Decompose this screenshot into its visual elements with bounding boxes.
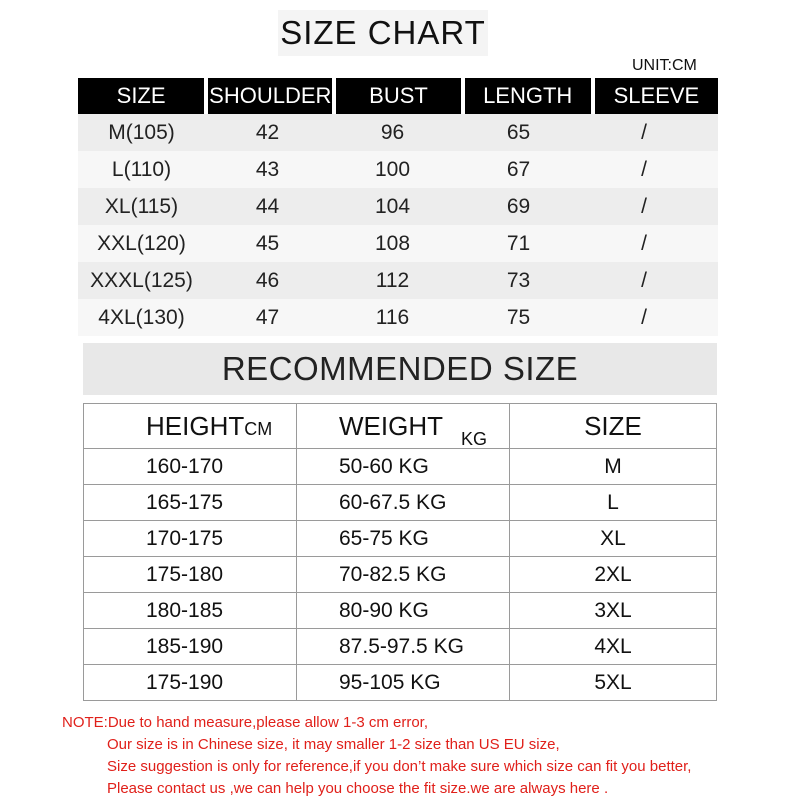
cell-height: 175-190 [84, 665, 297, 701]
cell-shoulder: 42 [255, 120, 280, 144]
cell-weight: 65-75 KG [297, 521, 510, 557]
header-size: SIZE [510, 404, 717, 449]
cell-bust: 96 [380, 120, 405, 144]
cell-height: 160-170 [84, 449, 297, 485]
cell-shoulder: 44 [255, 194, 280, 218]
cell-sleeve: / [641, 194, 647, 218]
cell-size: XXL(120) [97, 231, 186, 255]
cell-sleeve: / [641, 305, 647, 329]
size-chart-row [78, 188, 718, 225]
cell-size: 5XL [510, 665, 717, 701]
size-chart-title: SIZE CHART [278, 10, 488, 56]
cell-size: L(110) [111, 157, 172, 181]
cell-size: L [510, 485, 717, 521]
cell-sleeve: / [641, 120, 647, 144]
cell-weight: 95-105 KG [297, 665, 510, 701]
cell-sleeve: / [641, 157, 647, 181]
cell-shoulder: 43 [255, 157, 280, 181]
cell-bust: 108 [374, 231, 411, 255]
note-line: NOTE:Due to hand measure,please allow 1-3 cm error, [62, 714, 428, 731]
cell-size: M [510, 449, 717, 485]
cell-weight: 70-82.5 KG [297, 557, 510, 593]
cell-weight: 80-90 KG [297, 593, 510, 629]
cell-size: XXXL(125) [90, 268, 193, 292]
cell-size: M(105) [108, 120, 175, 144]
recommended-row [84, 593, 717, 629]
note-line: Please contact us ,we can help you choose the fit size.we are always here . [107, 780, 609, 797]
cell-bust: 100 [374, 157, 411, 181]
weight-label: WEIGHT [339, 410, 443, 441]
cell-size: XL [510, 521, 717, 557]
cell-bust: 112 [375, 268, 410, 292]
cell-sleeve: / [641, 231, 647, 255]
cell-size: 3XL [510, 593, 717, 629]
header-height [84, 404, 297, 449]
recommended-row [84, 521, 717, 557]
cell-length: 65 [506, 120, 531, 144]
recommended-size-table [83, 403, 717, 701]
cell-weight: 50-60 KG [297, 449, 510, 485]
cell-length: 75 [506, 305, 531, 329]
cell-bust: 104 [374, 194, 411, 218]
cell-bust: 116 [375, 305, 410, 329]
cell-shoulder: 46 [255, 268, 280, 292]
recommended-size-title: RECOMMENDED SIZE [83, 343, 717, 395]
cell-length: 69 [506, 194, 531, 218]
cell-height: 170-175 [84, 521, 297, 557]
recommended-row [84, 557, 717, 593]
size-chart-row [78, 151, 718, 188]
recommended-header-row [84, 404, 717, 449]
size-chart-row [78, 262, 718, 299]
cell-weight: 87.5-97.5 KG [297, 629, 510, 665]
weight-unit: KG [461, 428, 488, 449]
size-chart-table [78, 78, 718, 336]
header-sleeve: SLEEVE [595, 78, 718, 114]
cell-height: 180-185 [84, 593, 297, 629]
note-line: Our size is in Chinese size, it may smaller 1-2 size than US EU size, [107, 736, 560, 753]
cell-weight: 60-67.5 KG [297, 485, 510, 521]
unit-label: UNIT:CM [632, 57, 697, 74]
header-weight [297, 404, 510, 449]
recommended-row [84, 629, 717, 665]
header-size: SIZE [78, 78, 204, 114]
cell-length: 67 [506, 157, 531, 181]
cell-shoulder: 45 [255, 231, 280, 255]
cell-height: 175-180 [84, 557, 297, 593]
note-text [62, 712, 691, 800]
cell-size: 4XL(130) [98, 305, 185, 329]
header-length: LENGTH [465, 78, 591, 114]
recommended-row [84, 665, 717, 701]
cell-length: 73 [506, 268, 531, 292]
size-chart-row [78, 299, 718, 336]
cell-sleeve: / [641, 268, 647, 292]
note-line: Size suggestion is only for reference,if you don’t make sure which size can fit you better, [107, 758, 692, 775]
cell-size: 2XL [510, 557, 717, 593]
size-chart-header-row [78, 78, 718, 114]
cell-height: 185-190 [84, 629, 297, 665]
height-unit: CM [244, 418, 273, 439]
cell-size: 4XL [510, 629, 717, 665]
cell-length: 71 [506, 231, 531, 255]
size-chart-row [78, 114, 718, 151]
size-chart-row [78, 225, 718, 262]
recommended-row [84, 485, 717, 521]
cell-size: XL(115) [104, 194, 179, 218]
header-shoulder: SHOULDER [208, 78, 332, 114]
recommended-row [84, 449, 717, 485]
height-label: HEIGHT [146, 410, 245, 441]
cell-shoulder: 47 [255, 305, 280, 329]
header-bust: BUST [336, 78, 460, 114]
cell-height: 165-175 [84, 485, 297, 521]
